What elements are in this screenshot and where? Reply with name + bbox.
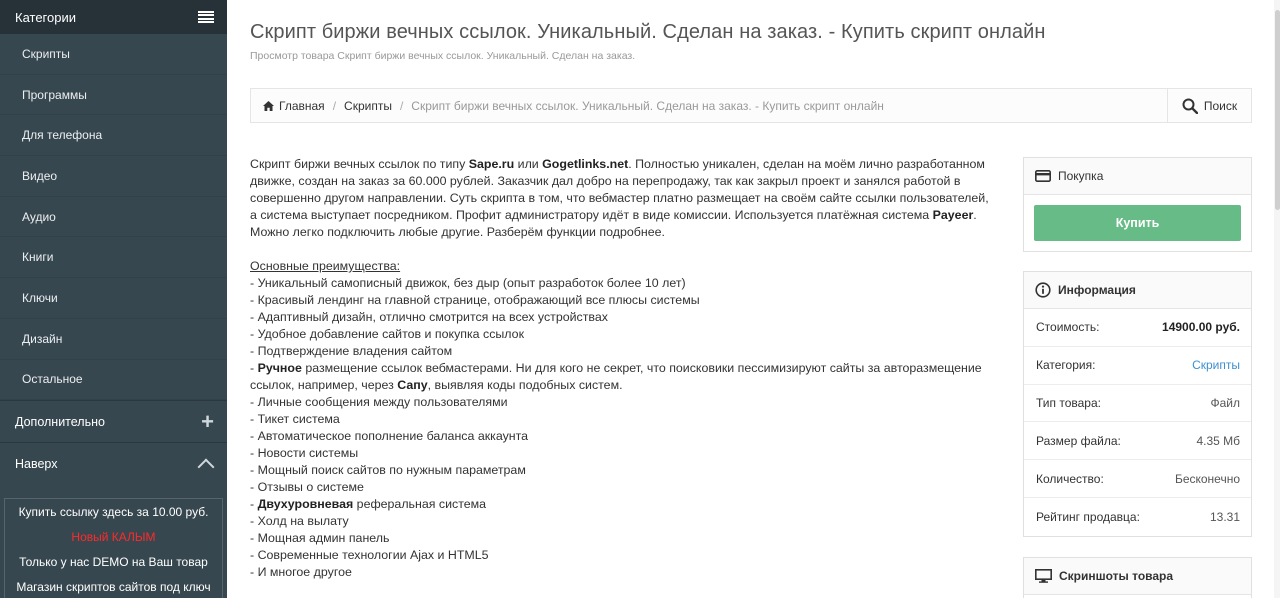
sidebar-item-keys[interactable]: Ключи: [0, 278, 227, 319]
feature-line: - Автоматическое пополнение баланса аккаунта: [250, 429, 529, 443]
description-paragraph: [250, 156, 990, 241]
info-label: Рейтинг продавца:: [1036, 509, 1140, 524]
purchase-panel: [1023, 157, 1252, 252]
search-icon: [1182, 98, 1198, 114]
purchase-header: [1024, 158, 1251, 195]
desc-text: Скрипт биржи вечных ссылок по типу: [250, 157, 469, 171]
breadcrumb-current: Скрипт биржи вечных ссылок. Уникальный. Сделан на заказ. - Купить скрипт онлайн: [411, 98, 884, 113]
ad-link-shop[interactable]: Магазин скриптов сайтов под ключ: [16, 580, 211, 594]
home-icon: [263, 101, 274, 111]
desc-bold: Sape.ru: [468, 157, 515, 171]
breadcrumb-category[interactable]: Скрипты: [344, 98, 392, 113]
feature-line: - Удобное добавление сайтов и покупка ссылок: [250, 327, 524, 341]
desc-bold: Ручное: [257, 361, 302, 375]
sidebar-item-design[interactable]: Дизайн: [0, 319, 227, 360]
advantages-title: Основные преимущества:: [250, 259, 401, 273]
screenshots-header: [1024, 558, 1251, 595]
feature-line: - Тикет система: [250, 412, 340, 426]
feature-line: - Мощная админ панель: [250, 531, 390, 545]
info-row-category: [1024, 347, 1251, 385]
info-label: Размер файла:: [1036, 433, 1121, 448]
category-link[interactable]: Скрипты: [1192, 358, 1240, 373]
sidebar: [0, 0, 227, 598]
ad-link-new[interactable]: Новый КАЛЫМ: [71, 530, 156, 544]
main-content: [250, 0, 1252, 583]
scrollbar[interactable]: [1274, 0, 1280, 598]
info-label: Категория:: [1036, 358, 1096, 373]
breadcrumb-home-label: Главная: [279, 98, 325, 113]
page-subtitle: Просмотр товара Скрипт биржи вечных ссылок. Уникальный. Сделан на заказ.: [250, 50, 636, 62]
breadcrumb-home[interactable]: [263, 99, 325, 113]
info-row-quantity: [1024, 460, 1251, 498]
feature-line: - Адаптивный дизайн, отлично смотрится на всех устройствах: [250, 310, 608, 324]
search-button[interactable]: [1167, 89, 1251, 122]
size-value: 4.35 Мб: [1196, 433, 1240, 448]
chevron-up-icon[interactable]: [198, 458, 215, 475]
category-list: [0, 34, 227, 400]
desc-text: . Можно легко подключить любые другие. Разберём функции подробнее.: [250, 208, 977, 239]
rating-value: 13.31: [1209, 509, 1240, 524]
info-label: Количество:: [1036, 471, 1104, 486]
sidebar-extra-label: Дополнительно: [15, 414, 105, 429]
desc-text: -: [250, 361, 258, 375]
sidebar-top[interactable]: [0, 442, 227, 484]
feature-line: - Уникальный самописный движок, без дыр (опыт разработок более 10 лет): [250, 276, 686, 290]
menu-icon[interactable]: [198, 11, 214, 23]
breadcrumb: [250, 88, 1252, 123]
screenshots-title: Скриншоты товара: [1059, 569, 1174, 583]
info-row-price: [1024, 309, 1251, 347]
breadcrumb-separator: /: [399, 98, 404, 113]
desc-text: или: [514, 157, 543, 171]
feature-line: - Мощный поиск сайтов по нужным параметрам: [250, 463, 526, 477]
type-value: Файл: [1210, 395, 1240, 410]
quantity-value: Бесконечно: [1174, 471, 1240, 486]
desc-bold: Двухуровневая: [257, 497, 354, 511]
sidebar-top-label: Наверх: [15, 456, 58, 471]
feature-line: [250, 496, 990, 513]
desc-text: реферальная система: [353, 497, 487, 511]
product-description: [250, 156, 990, 581]
desc-bold: Payeer: [932, 208, 974, 222]
info-row-type: [1024, 385, 1251, 423]
info-panel: [1023, 271, 1252, 537]
feature-line: - Холд на вылату: [250, 514, 349, 528]
price-value: 14900.00 руб.: [1162, 320, 1240, 335]
page-title: Скрипт биржи вечных ссылок. Уникальный. Сделан на заказ. - Купить скрипт онлайн: [250, 21, 1046, 43]
sidebar-item-scripts[interactable]: Скрипты: [0, 34, 227, 75]
scrollbar-thumb[interactable]: [1275, 10, 1280, 210]
sidebar-item-other[interactable]: Остальное: [0, 360, 227, 401]
desc-bold: Сапу: [397, 378, 428, 392]
purchase-title: Покупка: [1058, 169, 1104, 183]
categories-title: Категории: [15, 9, 76, 25]
plus-icon[interactable]: +: [201, 408, 214, 434]
breadcrumb-separator: /: [332, 98, 337, 113]
sidebar-item-audio[interactable]: Аудио: [0, 197, 227, 238]
feature-line: - Личные сообщения между пользователями: [250, 395, 508, 409]
sidebar-item-video[interactable]: Видео: [0, 156, 227, 197]
sidebar-item-programs[interactable]: Программы: [0, 75, 227, 116]
ad-link-buy[interactable]: Купить ссылку здесь за 10.00 руб.: [18, 505, 209, 519]
sidebar-item-books[interactable]: Книги: [0, 237, 227, 278]
desc-text: размещение ссылок вебмастерами. Ни для кого не секрет, что поисковики пессимизируют сайты за авторазмещение ссылок, например, через: [250, 361, 982, 392]
feature-line: - И многое другое: [250, 565, 352, 579]
info-header: [1024, 272, 1251, 309]
sidebar-item-phone[interactable]: Для телефона: [0, 115, 227, 156]
info-icon: [1035, 282, 1051, 298]
feature-line: - Отзывы о системе: [250, 480, 364, 494]
desc-text: . Полностью уникален, сделан на моём лично разработанном движке, создан на заказ за 60.000 рублей. Заказчик дал добро на перепродажу, так как закрыл проект и занялся работой в совершенно другом направлении. Суть скрипта в том, что вебмастер платно размещает на своём сайте ссылки пользователей, а система выступает посредником. Профит администратору идёт в виде комиссии. Используется платёжная система: [250, 157, 989, 222]
info-row-rating: [1024, 498, 1251, 536]
feature-line: - Подтверждение владения сайтом: [250, 344, 453, 358]
desc-text: , выявляя коды подобных систем.: [427, 378, 623, 392]
info-label: Стоимость:: [1036, 320, 1100, 335]
feature-line: - Красивый лендинг на главной странице, отображающий все плюсы системы: [250, 293, 700, 307]
credit-card-icon: [1035, 170, 1051, 182]
ad-block: [4, 498, 223, 598]
screenshots-panel: [1023, 557, 1252, 598]
desc-text: -: [250, 497, 258, 511]
sidebar-extra[interactable]: [0, 400, 227, 442]
ad-link-demo[interactable]: Только у нас DEMO на Ваш товар: [19, 555, 208, 569]
feature-line: [250, 360, 990, 394]
monitor-icon: [1035, 569, 1052, 583]
buy-button[interactable]: Купить: [1034, 205, 1241, 241]
info-row-size: [1024, 422, 1251, 460]
info-title: Информация: [1058, 283, 1136, 297]
feature-line: - Современные технологии Ajax и HTML5: [250, 548, 489, 562]
categories-header[interactable]: [0, 0, 227, 34]
search-label: Поиск: [1203, 98, 1238, 113]
desc-bold: Gogetlinks.net: [542, 157, 629, 171]
info-label: Тип товара:: [1036, 395, 1101, 410]
feature-line: - Новости системы: [250, 446, 359, 460]
